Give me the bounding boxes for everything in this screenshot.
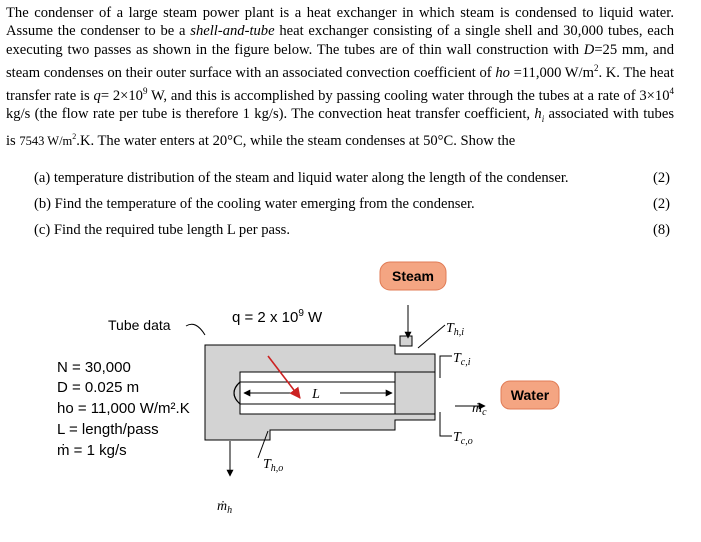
tube-data-leader (186, 324, 205, 335)
tube-data-mdot: ṁ = 1 kg/s (57, 442, 127, 459)
tube-data-ho: ho = 11,000 W/m².K (57, 400, 190, 417)
tube-data-l: L = length/pass (57, 421, 159, 438)
problem-statement: The condenser of a large steam power plant is a heat exchanger in which steam is condensed to liquid water. Assume the condenser to be a shell-and-tube heat exchanger consisting of a single shell and 30,000 tubes, each executing two passes as shown in the figure below. The tubes are of thin wall construction with D=25 mm, and steam condenses on their outer surface with an associated convection coefficient of ho =11,000 $W/m^2$. K. The heat transfer rate is $q= 2\times 10^9$ W, and this is accomplished by passing cooling water through the tubes at a rate of $3\times 10^4$ kg/s (the flow rate per tube is therefore 1 kg/s). The convection heat transfer coefficient, $h_i$ associated with tubes is 7543 $W/m^2.K$. The water enters at 20°C, while the steam condenses at 50°C. Show the (6, 5, 674, 150)
mc-label: ṁ$_c$ (472, 401, 487, 418)
tc-out-label: $T_{c,o}$ (453, 430, 473, 447)
part-b-points: (2) (652, 196, 670, 212)
th-out-label: $T_{h,o}$ (263, 457, 284, 474)
tc-out-bracket (440, 412, 452, 436)
tube-data-label: Tube data (108, 317, 171, 333)
part-c-text: (c) Find the required tube length L per pass. (34, 222, 290, 238)
heat-rate-label: q = 2 x $10^9$ W (232, 308, 323, 326)
tc-in-label: $T_{c,i}$ (453, 351, 471, 368)
mh-label: ṁ$_h$ (217, 499, 233, 516)
th-in-label: $T_{h,i}$ (446, 321, 465, 338)
steam-inlet-nozzle (400, 336, 412, 346)
part-a-points: (2) (652, 170, 670, 186)
part-c-points: (8) (652, 222, 670, 238)
tube-data-d: D = 0.025 m (57, 379, 140, 396)
steam-label: Steam (391, 268, 435, 284)
water-label: Water (510, 387, 550, 403)
length-label: L (312, 387, 320, 402)
part-b-text: (b) Find the temperature of the cooling water emerging from the condenser. (34, 196, 475, 212)
part-a-text: (a) temperature distribution of the steam and liquid water along the length of the condenser. (34, 170, 569, 186)
water-header (395, 372, 435, 414)
th-in-leader (418, 325, 445, 348)
tc-in-bracket (440, 356, 452, 378)
tube-data-n: N = 30,000 (57, 359, 131, 376)
